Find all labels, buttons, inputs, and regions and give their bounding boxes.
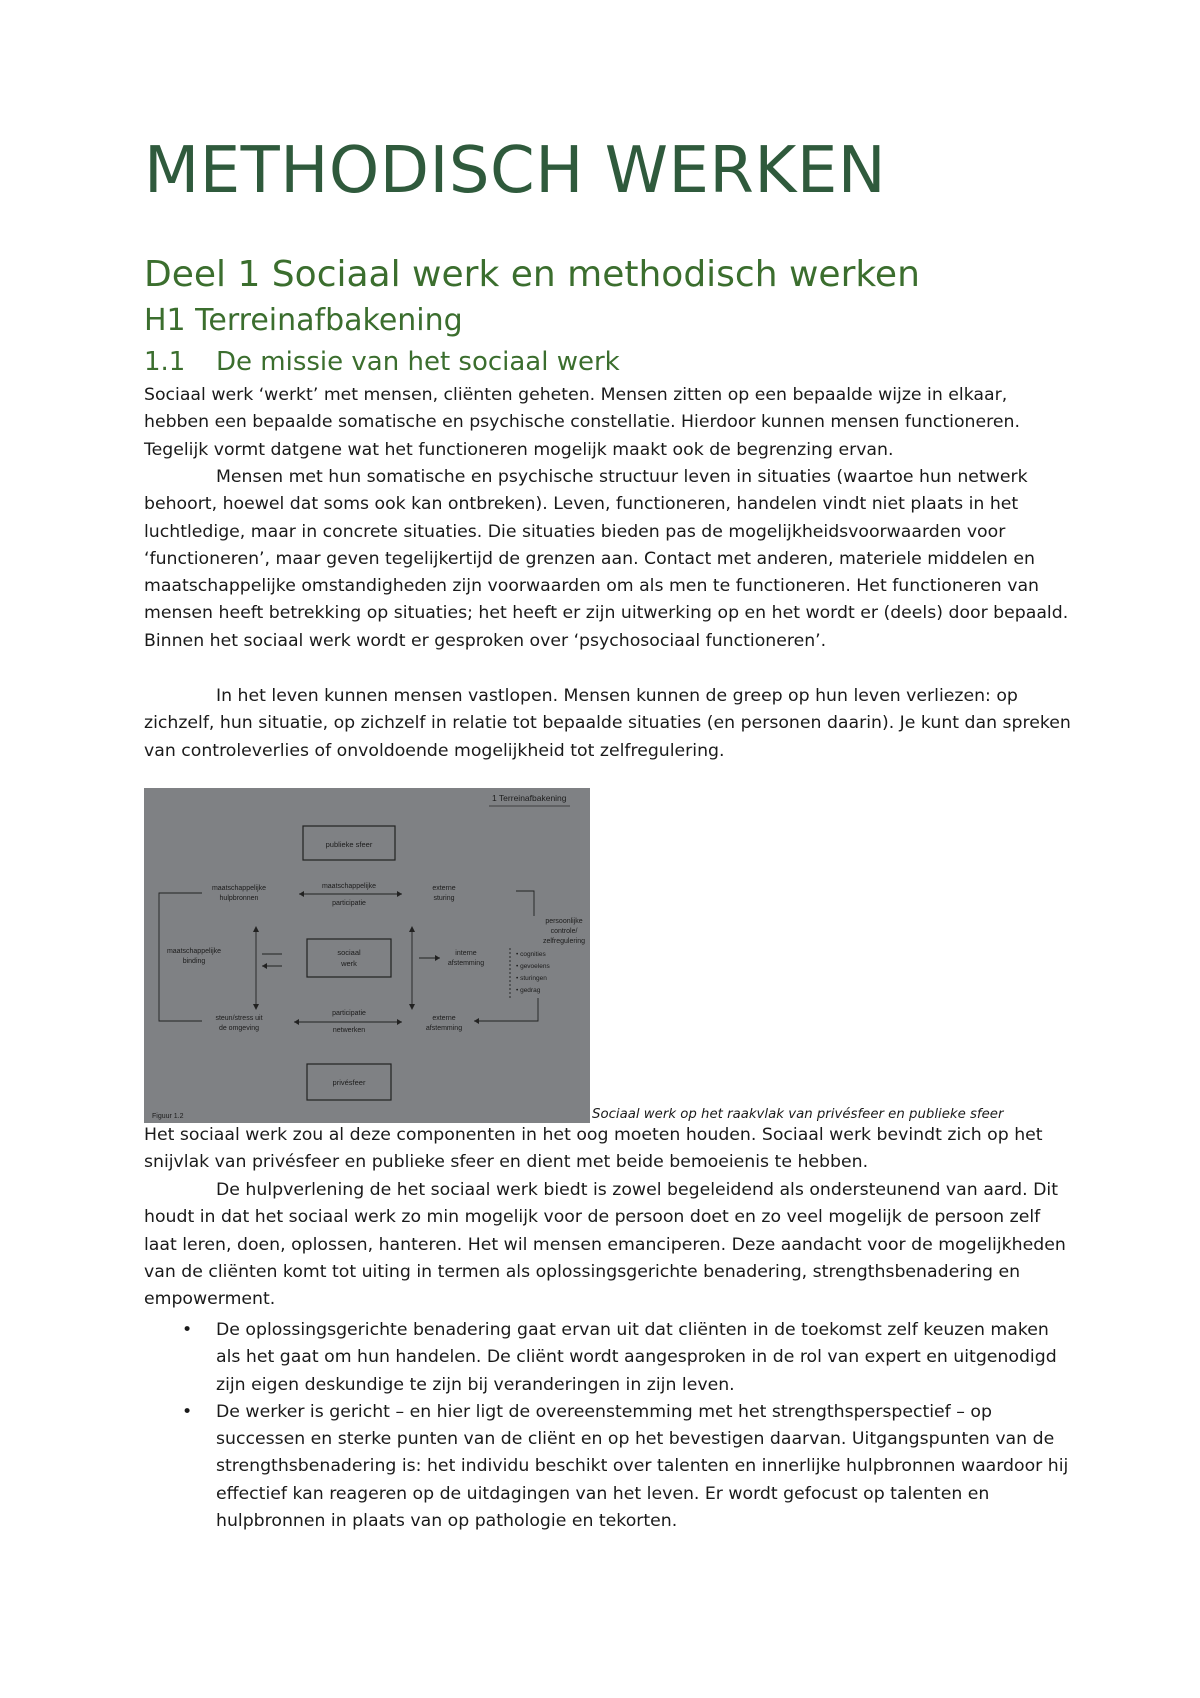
document-title: METHODISCH WERKEN: [144, 134, 887, 208]
figure-header: 1 Terreinafbakening: [492, 793, 567, 803]
label-personal-control-2: controle/: [550, 928, 578, 935]
label-societal-binding-2: binding: [182, 958, 206, 965]
social-work-label-1: sociaal: [337, 948, 361, 957]
list-item: [144, 1399, 1074, 1535]
label-personal-control-1: persoonlijke: [545, 918, 583, 925]
part-heading: Deel 1 Sociaal werk en methodisch werken: [144, 254, 920, 295]
label-societal-services-1: maatschappelijke: [211, 885, 267, 892]
label-societal-participation-2: participatie: [332, 900, 366, 907]
control-item-2: • gevoelens: [516, 963, 550, 970]
chapter-heading: H1 Terreinafbakening: [144, 303, 463, 338]
label-personal-control-3: zelfregulering: [542, 938, 586, 945]
label-internal-steering-2: afstemming: [447, 960, 485, 967]
diagram: [144, 788, 590, 1123]
bullet-marker: •: [182, 1320, 193, 1340]
label-participation-1: participatie: [332, 1010, 366, 1017]
label-internal-steering-1: interne: [455, 950, 477, 957]
control-item-3: • sturingen: [516, 975, 547, 982]
label-external-regulation-2: afstemming: [425, 1025, 463, 1032]
label-stress-1: steun/stress uit: [215, 1015, 263, 1022]
paragraph-2: Mensen met hun somatische en psychische structuur leven in situaties (waartoe hun netwerk behoort, hoewel dat soms ook kan ontbreken). Leven, functioneren, handelen vindt niet plaats in het luchtledige, maar in concrete situaties. Die situaties bieden pas de mogelijkheidsvoorwaarden voor ‘functioneren’, maar geven tegelijkertijd de grenzen aan. Contact met anderen, materiele middelen en maatschappelijke omstandigheden zijn voorwaarden om als men te functioneren. Het functioneren van mensen heeft betrekking op situaties; het heeft er zijn uitwerking op en het wordt er (deels) door bepaald. Binnen het sociaal werk wordt er gesproken over ‘psychosociaal functioneren’.: [144, 467, 1069, 651]
bullet-marker: •: [182, 1401, 193, 1422]
paragraph-3: In het leven kunnen mensen vastlopen. Mensen kunnen de greep op hun leven verliezen: op zichzelf, hun situatie, op zichzelf in relatie tot bepaalde situaties (en personen daarin). Je kunt dan spreken van controleverlies of onvoldoende mogelijkheid tot zelfregulering.: [144, 686, 1071, 761]
paragraph-1: Sociaal werk ‘werkt’ met mensen, cliënten geheten. Mensen zitten op een bepaalde wijze in elkaar, hebben een bepaalde somatische en psychische constellatie. Hierdoor kunnen mensen functioneren. Tegelijk vormt datgene wat het functioneren mogelijk maakt ook de begrenzing ervan.: [144, 385, 1020, 460]
section-heading: [144, 345, 620, 379]
figure-caption: Sociaal werk op het raakvlak van privésfeer en publieke sfeer: [592, 1107, 1004, 1122]
label-external-steering-2: sturing: [433, 895, 455, 902]
control-item-1: • cognities: [516, 951, 546, 958]
label-external-steering-1: externe: [432, 885, 456, 892]
bullet-list: [144, 1317, 1074, 1535]
section-title: De missie van het sociaal werk: [216, 347, 620, 377]
label-societal-services-2: hulpbronnen: [219, 895, 259, 902]
section-number: 1.1: [144, 347, 186, 377]
list-item: [144, 1317, 1074, 1399]
label-participation-2: netwerken: [332, 1027, 366, 1034]
label-stress-2: de omgeving: [218, 1025, 260, 1032]
label-societal-binding-1: maatschappelijke: [166, 948, 222, 955]
control-item-4: • gedrag: [516, 987, 541, 994]
public-sphere-label: publieke sfeer: [325, 840, 373, 849]
paragraph-4: Het sociaal werk zou al deze componenten in het oog moeten houden. Sociaal werk bevindt zich op het snijvlak van privésfeer en publieke sfeer en dient met beide bemoeienis te hebben.: [144, 1125, 1043, 1173]
label-societal-participation-1: maatschappelijke: [321, 883, 377, 890]
bullet-text: De oplossingsgerichte benadering gaat ervan uit dat cliënten in de toekomst zelf keuzen maken als het gaat om hun handelen. De cliënt wordt aangesproken in de rol van expert en uitgenodigd zijn eigen deskundige te zijn bij veranderingen in zijn leven.: [216, 1320, 1057, 1395]
social-work-label-2: werk: [341, 959, 357, 968]
paragraph-5: De hulpverlening de het sociaal werk biedt is zowel begeleidend als ondersteunend van aard. Dit houdt in dat het sociaal werk zo min mogelijk voor de persoon doet en zo veel mogelijk de persoon zelf laat leren, doen, oplossen, hanteren. Het wil mensen emanciperen. Deze aandacht voor de mogelijkheden van de cliënten komt tot uiting in termen als oplossingsgerichte benadering, strengthsbenadering en empowerment.: [144, 1180, 1066, 1310]
label-external-regulation-1: externe: [432, 1015, 456, 1022]
diagram-photo: [144, 788, 590, 1123]
figure-number-label: Figuur 1.2: [152, 1113, 184, 1120]
bullet-text: De werker is gericht – en hier ligt de overeenstemming met het strengthsperspectief – op successen en sterke punten van de cliënt en op het bevestigen daarvan. Uitgangspunten van de strengthsbenadering is: het individu beschikt over talenten en innerlijke hulpbronnen waardoor hij effectief kan reageren op de uitdagingen van het leven. Er wordt gefocust op talenten en hulpbronnen in plaats van op pathologie en tekorten.: [216, 1401, 1069, 1532]
private-sphere-label: privésfeer: [332, 1078, 366, 1087]
